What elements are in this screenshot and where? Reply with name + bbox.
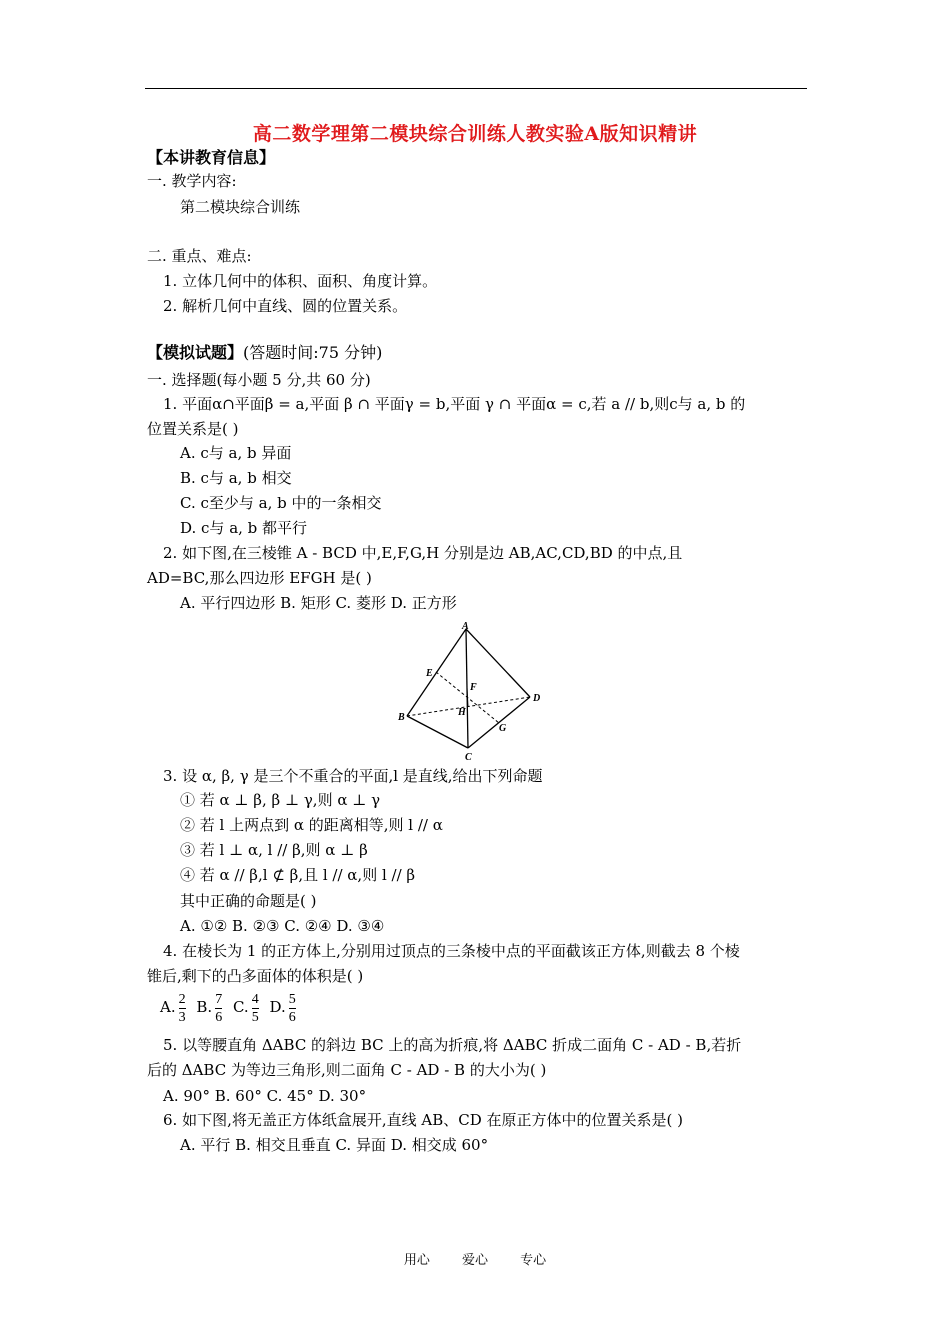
- q4-opt-b-den: 6: [215, 1009, 223, 1025]
- q4-opt-c-den: 5: [251, 1009, 259, 1025]
- q3-options: A. ①② B. ②③ C. ②④ D. ③④: [180, 917, 385, 935]
- label-c: C: [465, 752, 472, 763]
- q6-stem: 6. 如下图,将无盖正方体纸盒展开,直线 AB、CD 在原正方体中的位置关系是( ): [163, 1111, 683, 1129]
- label-g: G: [499, 723, 507, 734]
- q3-proposition-4: ④ 若 α // β,l ⊄ β,且 l // α,则 l // β: [180, 866, 416, 884]
- tetrahedron-figure: [395, 619, 555, 764]
- q3-proposition-2: ② 若 l 上两点到 α 的距离相等,则 l // α: [180, 816, 443, 834]
- q3-stem: 3. 设 α, β, γ 是三个不重合的平面,l 是直线,给出下列命题: [163, 767, 543, 785]
- q4-stem: 4. 在棱长为 1 的正方体上,分别用过顶点的三条棱中点的平面截该正方体,则截去 8 个棱: [163, 942, 740, 960]
- label-b: B: [398, 712, 405, 723]
- q4-opt-b-label: B.: [196, 998, 213, 1016]
- edge-bc: [407, 716, 468, 748]
- q5-stem-cont: 后的 ΔABC 为等边三角形,则二面角 C - AD - B 的大小为( ): [147, 1061, 547, 1079]
- q4-opt-c-num: 4: [251, 991, 259, 1007]
- q3-ask: 其中正确的命题是( ): [180, 892, 317, 910]
- section-info-heading: 【本讲教育信息】: [147, 148, 276, 167]
- q4-opt-a-den: 3: [178, 1009, 186, 1025]
- content-label: 一. 教学内容:: [147, 172, 237, 190]
- document-title: 高二数学理第二模块综合训练人教实验A版知识精讲: [252, 123, 698, 145]
- q5-options: A. 90° B. 60° C. 45° D. 30°: [163, 1087, 367, 1105]
- edge-bd: [407, 697, 530, 716]
- test-time: (答题时间:75 分钟): [243, 343, 383, 362]
- q1-option-b: B. c与 a, b 相交: [180, 469, 292, 487]
- q4-options: [160, 989, 302, 1026]
- label-d: D: [533, 693, 541, 704]
- q4-opt-c-label: C.: [232, 998, 249, 1016]
- footer-text-2: 爱心: [461, 1253, 488, 1268]
- q1-option-a: A. c与 a, b 异面: [180, 444, 292, 462]
- label-e: E: [426, 668, 433, 679]
- q6-options: A. 平行 B. 相交且垂直 C. 异面 D. 相交成 60°: [180, 1136, 489, 1154]
- q1-option-d: D. c与 a, b 都平行: [180, 519, 308, 537]
- label-h: H: [458, 707, 466, 718]
- key-point-2: 2. 解析几何中直线、圆的位置关系。: [163, 297, 408, 315]
- choice-section-label: 一. 选择题(每小题 5 分,共 60 分): [147, 371, 371, 389]
- key-point-1: 1. 立体几何中的体积、面积、角度计算。: [163, 272, 438, 290]
- q4-opt-a-fraction: [179, 991, 186, 1026]
- q5-stem: 5. 以等腰直角 ΔABC 的斜边 BC 上的高为折痕,将 ΔABC 折成二面角 C - AD - B,若折: [163, 1036, 742, 1054]
- content-text: 第二模块综合训练: [180, 198, 301, 216]
- q1-stem-cont: 位置关系是( ): [147, 420, 239, 438]
- test-title: 【模拟试题】: [147, 343, 244, 362]
- test-heading: [147, 343, 382, 363]
- q3-proposition-3: ③ 若 l ⊥ α, l // β,则 α ⊥ β: [180, 841, 368, 859]
- page-footer: [0, 1249, 950, 1268]
- q2-options: A. 平行四边形 B. 矩形 C. 菱形 D. 正方形: [180, 594, 457, 612]
- key-points-label: 二. 重点、难点:: [147, 247, 252, 265]
- q4-opt-a-num: 2: [178, 991, 186, 1007]
- q2-stem: 2. 如下图,在三棱锥 A - BCD 中,E,F,G,H 分别是边 AB,AC,CD,BD 的中点,且: [163, 544, 683, 562]
- header-rule: [145, 88, 807, 89]
- q2-stem-cont: AD=BC,那么四边形 EFGH 是( ): [147, 569, 372, 587]
- q4-opt-c-fraction: [252, 991, 259, 1026]
- q3-proposition-1: ① 若 α ⊥ β, β ⊥ γ,则 α ⊥ γ: [180, 791, 381, 809]
- q4-opt-b-fraction: [215, 991, 222, 1026]
- footer-text-3: 专心: [520, 1253, 547, 1268]
- q4-opt-b-num: 7: [215, 991, 223, 1007]
- q4-opt-a-label: A.: [160, 998, 176, 1016]
- q4-stem-cont: 锥后,剩下的凸多面体的体积是( ): [147, 967, 364, 985]
- q4-opt-d-fraction: [289, 991, 296, 1026]
- q4-opt-d-den: 6: [288, 1009, 296, 1025]
- q1-stem: 1. 平面α∩平面β = a,平面 β ∩ 平面γ = b,平面 γ ∩ 平面α = c,若 a // b,则c与 a, b 的: [163, 395, 746, 413]
- q1-option-c: C. c至少与 a, b 中的一条相交: [180, 494, 382, 512]
- footer-text-1: 用心: [403, 1253, 430, 1268]
- q4-opt-d-num: 5: [288, 991, 296, 1007]
- label-a: A: [462, 621, 469, 632]
- label-f: F: [470, 682, 477, 693]
- q4-opt-d-label: D.: [269, 998, 286, 1016]
